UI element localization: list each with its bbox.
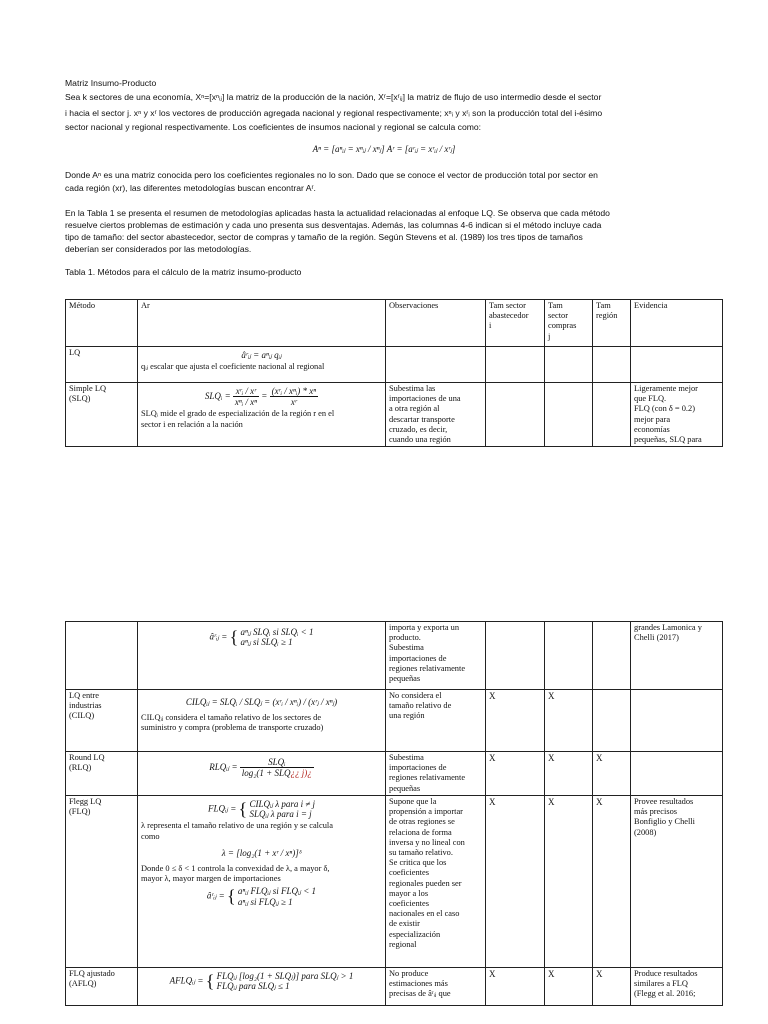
aflq-formula: AFLQᵢⱼ = { FLQᵢⱼ [log₂(1 + SLQⱼ)] para SLQⱼ > 1 FLQᵢⱼ para SLQⱼ ≤ 1	[169, 971, 354, 992]
table-row-cilq	[66, 690, 723, 752]
section-title: Matriz Insumo-Producto	[65, 78, 157, 88]
cilq-observaciones: No considera el tamaño relativo de una región	[386, 690, 486, 752]
lq-metodo: LQ	[66, 347, 138, 383]
header-tam-abastecedor: Tam sector abastecedor i	[486, 300, 545, 347]
slq-evidencia: Ligeramente mejor que FLQ. FLQ (con δ = 0.2) mejor para economías pequeñas, SLQ para	[631, 383, 723, 447]
header-tam-compras: Tam sector compras j	[545, 300, 593, 347]
table-row-slq	[66, 383, 723, 447]
aflq-evidencia: Produce resultados similares a FLQ (Flegg et al. 2016;	[631, 968, 723, 1006]
slq-formula: SLQᵢ = $\frac{\text{xʳᵢ / xʳ}}{\text{xⁿᵢ / xⁿ}}$ = $\frac{\text{(xʳᵢ / xⁿᵢ) * xⁿ}}{\text{xʳ}}$	[204, 386, 317, 408]
cilq-ar: CILQᵢⱼ = SLQᵢ / SLQⱼ = (xʳᵢ / xⁿᵢ) / (xʳⱼ / xⁿⱼ) CILQᵢⱼ considera el tamaño relativo de los sectores de suministro y compra (problema de transporte cruzado)	[138, 690, 386, 752]
flq-mark-region: X	[593, 796, 631, 968]
rlq-mark-abastecedor: X	[486, 752, 545, 796]
slq-ar	[138, 383, 386, 447]
aflq-mark-abastecedor: X	[486, 968, 545, 1006]
flq-metodo: Flegg LQ (FLQ)	[66, 796, 138, 968]
header-tam-region: Tam región	[593, 300, 631, 347]
header-ar: Ar	[138, 300, 386, 347]
flq-estimate: âʳᵢⱼ = { aⁿᵢⱼ FLQᵢⱼ si FLQᵢⱼ < 1 aⁿᵢⱼ si FLQᵢⱼ ≥ 1	[206, 886, 317, 907]
header-metodo: Método	[66, 300, 138, 347]
slq-metodo: Simple LQ (SLQ)	[66, 383, 138, 447]
methods-table-part2	[65, 621, 723, 1006]
cilq-mark-abastecedor: X	[486, 690, 545, 752]
slq-cont-evidencia: grandes Lamonica y Chelli (2017)	[631, 622, 723, 690]
slq-cont-observaciones: importa y exporta un producto. Subestima importaciones de regiones relativamente pequeñas	[386, 622, 486, 690]
methods-table-part1	[65, 299, 723, 447]
table-row-slq-cont	[66, 622, 723, 690]
aflq-mark-compras: X	[545, 968, 593, 1006]
intro-line-1: Sea k sectores de una economía, Xⁿ=[xⁿᵢⱼ] la matriz de la producción de la nación, Xʳ=[xʳᵢⱼ] la matriz de flujo de uso intermedio desde el sector	[65, 92, 602, 102]
flq-observaciones: Supone que la propensión a importar de otras regiones se relaciona de forma inversa y no lineal con su tamaño relativo. Se critica que los coeficientes regionales pueden ser mayor a los coeficientes nacionales en el caso de existir especialización regional	[386, 796, 486, 968]
slq-observaciones: Subestima las importaciones de una a otra región al descartar transporte cruzado, es decir, cuando una región	[386, 383, 486, 447]
aflq-observaciones: No produce estimaciones más precisas de âʳᵢⱼ que	[386, 968, 486, 1006]
table-row-lq	[66, 347, 723, 383]
intro-line-3: sector nacional y regional respectivamente. Los coeficientes de insumos nacional y regional se calcula como:	[65, 122, 482, 132]
flq-ar: FLQᵢⱼ = { CILQᵢⱼ λ para i ≠ j SLQᵢⱼ λ para i = j λ representa el tamaño relativo de una región y se calcula como λ = [log₂(1 + xʳ / xⁿ)]ᵟ Donde 0 ≤ δ < 1 controla la convexidad de λ, a mayor δ, mayor λ, mayor margen de importaciones âʳᵢⱼ = { aⁿᵢⱼ FLQᵢⱼ si FLQᵢⱼ < 1 aⁿᵢⱼ si FLQᵢⱼ ≥ 1	[138, 796, 386, 968]
table-row-flq	[66, 796, 723, 968]
flq-evidencia: Provee resultados más precisos Bonfiglio y Chelli (2008)	[631, 796, 723, 968]
aflq-metodo: FLQ ajustado (AFLQ)	[66, 968, 138, 1006]
lq-desc: qᵢⱼ escalar que ajusta el coeficiente nacional al regional	[141, 362, 325, 372]
flq-mark-abastecedor: X	[486, 796, 545, 968]
para2-line-3: tipo de tamaño: del sector abastecedor, sector de compras y tamaño de la región. Según Stevens et al. (1989) los tres tipos de tamaños	[65, 232, 583, 242]
rlq-metodo: Round LQ (RLQ)	[66, 752, 138, 796]
para2-line-1: En la Tabla 1 se presenta el resumen de metodologías aplicadas hasta la actualidad relacionadas al enfoque LQ. Se observa que cada método	[65, 208, 610, 218]
rlq-formula: RLQᵢⱼ = $\frac{\text{SLQᵢ}}{\text{log₂(1 + SLQ¿¿ j)¿}}$	[209, 757, 312, 779]
table-caption: Tabla 1. Métodos para el cálculo de la matriz insumo-producto	[65, 267, 302, 277]
lambda-formula: λ = [log₂(1 + xʳ / xⁿ)]ᵟ	[221, 847, 302, 858]
slq-desc-1: SLQᵢ mide el grado de especialización de la región r en el	[141, 409, 335, 419]
aflq-mark-region: X	[593, 968, 631, 1006]
header-evidencia: Evidencia	[631, 300, 723, 347]
rlq-observaciones: Subestima importaciones de regiones relativamente pequeñas	[386, 752, 486, 796]
slq-estimate: âʳᵢⱼ = { aⁿᵢⱼ SLQᵢ si SLQᵢ < 1 aⁿᵢⱼ si SLQᵢ ≥ 1	[138, 622, 386, 690]
intro-line-2: i hacia el sector j. xⁿ y xʳ los vectores de producción agregada nacional y regional respectivamente; xⁿᵢ y xʳᵢ son la producción total del i-ésimo	[65, 108, 603, 118]
table-header-row	[66, 300, 723, 347]
para2-line-4: deberían ser considerados por las metodologías.	[65, 244, 252, 254]
cilq-mark-compras: X	[545, 690, 593, 752]
cilq-metodo: LQ entre industrias (CILQ)	[66, 690, 138, 752]
main-formula: Aⁿ = [aⁿᵢⱼ = xⁿᵢⱼ / xⁿⱼ] Aʳ = [aʳᵢⱼ = xʳᵢⱼ / xʳⱼ]	[312, 144, 456, 154]
rlq-mark-compras: X	[545, 752, 593, 796]
rlq-mark-region: X	[593, 752, 631, 796]
table-row-rlq	[66, 752, 723, 796]
para2-line-2: resuelve ciertos problemas de estimación y cada uno presenta sus desventajas. Además, las columnas 4-6 indican si el método incluye cada	[65, 220, 602, 230]
after-line-1: Donde Aⁿ es una matriz conocida pero los coeficientes regionales no lo son. Dado que se conoce el vector de producción total por sector en	[65, 170, 598, 180]
header-observaciones: Observaciones	[386, 300, 486, 347]
slq-desc-2: sector i en relación a la nación	[141, 419, 243, 429]
lq-ar	[138, 347, 386, 383]
rlq-ar	[138, 752, 386, 796]
cilq-formula: CILQᵢⱼ = SLQᵢ / SLQⱼ = (xʳᵢ / xⁿᵢ) / (xʳⱼ / xⁿⱼ)	[185, 697, 338, 707]
after-line-2: cada región (xr), las diferentes metodologías buscan encontrar Aʳ.	[65, 183, 316, 193]
lq-formula: âʳᵢⱼ = aⁿᵢⱼ qᵢⱼ	[241, 350, 282, 360]
aflq-ar	[138, 968, 386, 1006]
flq-formula: FLQᵢⱼ = { CILQᵢⱼ λ para i ≠ j SLQᵢⱼ λ para i = j	[207, 799, 316, 820]
table-row-aflq	[66, 968, 723, 1006]
flq-mark-compras: X	[545, 796, 593, 968]
